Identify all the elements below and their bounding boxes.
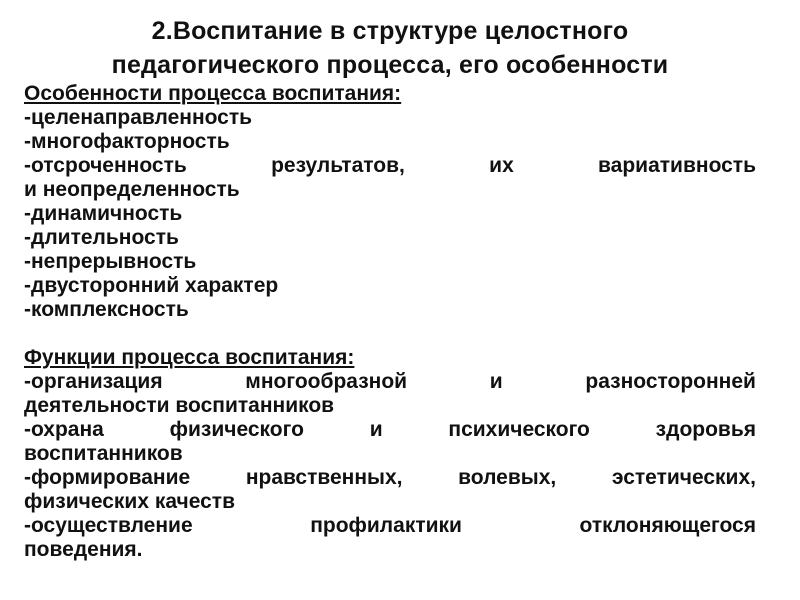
- function-item: -формирование нравственных, волевых, эстетических, физических качеств: [24, 466, 756, 513]
- function-item: -организация многообразной и разносторонней деятельности воспитанников: [24, 370, 756, 417]
- functions-heading: Функции процесса воспитания:: [24, 346, 355, 369]
- slide-title-line-2: педагогического процесса, его особенности: [111, 51, 669, 79]
- feature-item: -динамичность: [24, 202, 183, 225]
- features-heading: Особенности процесса воспитания:: [24, 82, 402, 105]
- feature-item: -непрерывность: [24, 250, 197, 273]
- feature-item: -комплексность: [24, 298, 189, 321]
- functions-section: [24, 346, 756, 562]
- functions-list: [24, 370, 756, 562]
- features-list: [24, 106, 756, 322]
- function-item: -охрана физического и психического здоровья воспитанников: [24, 418, 756, 465]
- feature-item: -отсроченность результатов, их вариативность и неопределенность: [24, 154, 756, 201]
- slide-title: [24, 14, 756, 82]
- feature-item: -длительность: [24, 226, 179, 249]
- function-item: -осуществление профилактики отклоняющегося поведения.: [24, 514, 756, 561]
- feature-item: -двусторонний характер: [24, 274, 279, 297]
- features-section: [24, 82, 756, 322]
- feature-item: -целенаправленность: [24, 106, 253, 129]
- feature-item: -многофакторность: [24, 130, 230, 153]
- slide-title-line-1: 2.Воспитание в структуре целостного: [151, 17, 629, 45]
